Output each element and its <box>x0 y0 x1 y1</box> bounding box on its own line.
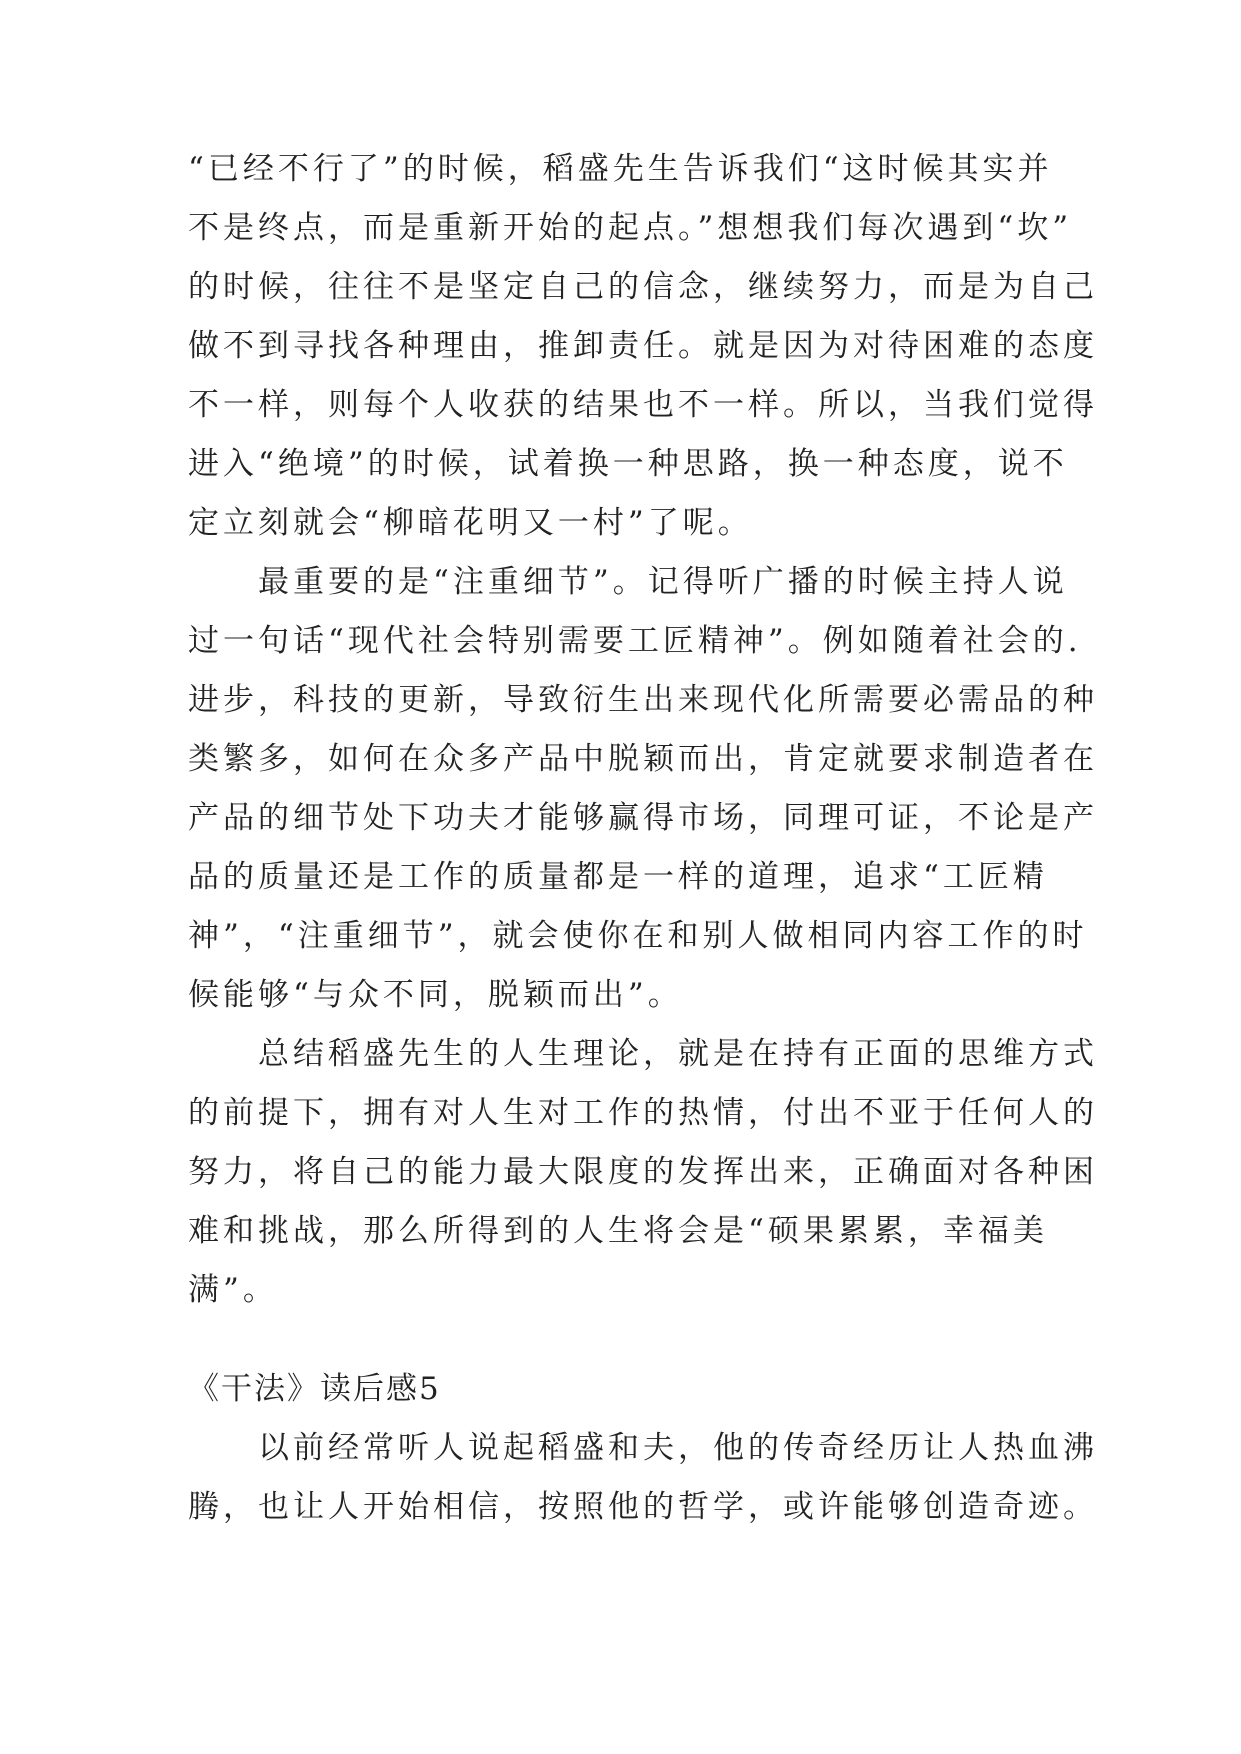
text-line: 产品的细节处下功夫才能够赢得市场，同理可证，不论是产 <box>188 800 1098 836</box>
text-line: 总结稻盛先生的人生理论，就是在持有正面的思维方式 <box>258 1036 1098 1072</box>
text-line: 不是终点，而是重新开始的起点。”想想我们每次遇到“坎” <box>188 210 1073 246</box>
text-line: 做不到寻找各种理由，推卸责任。就是因为对待困难的态度 <box>188 328 1098 364</box>
text-line: 定立刻就会“柳暗花明又一村”了呢。 <box>188 505 753 541</box>
text-line: 最重要的是“注重细节”。记得听广播的时候主持人说 <box>258 564 1068 600</box>
paragraph-2 <box>188 553 1098 1025</box>
text-line: 品的质量还是工作的质量都是一样的道理，追求“工匠精 <box>188 859 1048 895</box>
text-line: 候能够“与众不同，脱颖而出”。 <box>188 977 683 1013</box>
text-line: 腾，也让人开始相信，按照他的哲学，或许能够创造奇迹。 <box>188 1489 1098 1525</box>
text-line: 神”，“注重细节”，就会使你在和别人做相同内容工作的时 <box>188 918 1088 954</box>
text-line: 的前提下，拥有对人生对工作的热情，付出不亚于任何人的 <box>188 1095 1098 1131</box>
text-line: 不一样，则每个人收获的结果也不一样。所以，当我们觉得 <box>188 387 1098 423</box>
text-line: 的时候，往往不是坚定自己的信念，继续努力，而是为自己 <box>188 269 1098 305</box>
text-line: 满”。 <box>188 1272 278 1308</box>
text-line: 以前经常听人说起稻盛和夫，他的传奇经历让人热血沸 <box>258 1430 1098 1466</box>
text-line: 过一句话“现代社会特别需要工匠精神”。例如随着社会的. <box>188 623 1082 659</box>
paragraph-1 <box>188 140 1098 553</box>
paragraph-4 <box>188 1419 1098 1537</box>
text-line: 进入“绝境”的时候，试着换一种思路，换一种态度，说不 <box>188 446 1068 482</box>
paragraph-3 <box>188 1025 1098 1320</box>
text-line: “已经不行了”的时候，稻盛先生告诉我们“这时候其实并 <box>188 151 1053 187</box>
text-line: 努力，将自己的能力最大限度的发挥出来，正确面对各种困 <box>188 1154 1098 1190</box>
section-heading: 《干法》读后感5 <box>188 1371 441 1407</box>
text-line: 类繁多，如何在众多产品中脱颖而出，肯定就要求制造者在 <box>188 741 1098 777</box>
text-line: 进步，科技的更新，导致衍生出来现代化所需要必需品的种 <box>188 682 1098 718</box>
section-heading-block <box>188 1360 1068 1419</box>
text-line: 难和挑战，那么所得到的人生将会是“硕果累累，幸福美 <box>188 1213 1048 1249</box>
